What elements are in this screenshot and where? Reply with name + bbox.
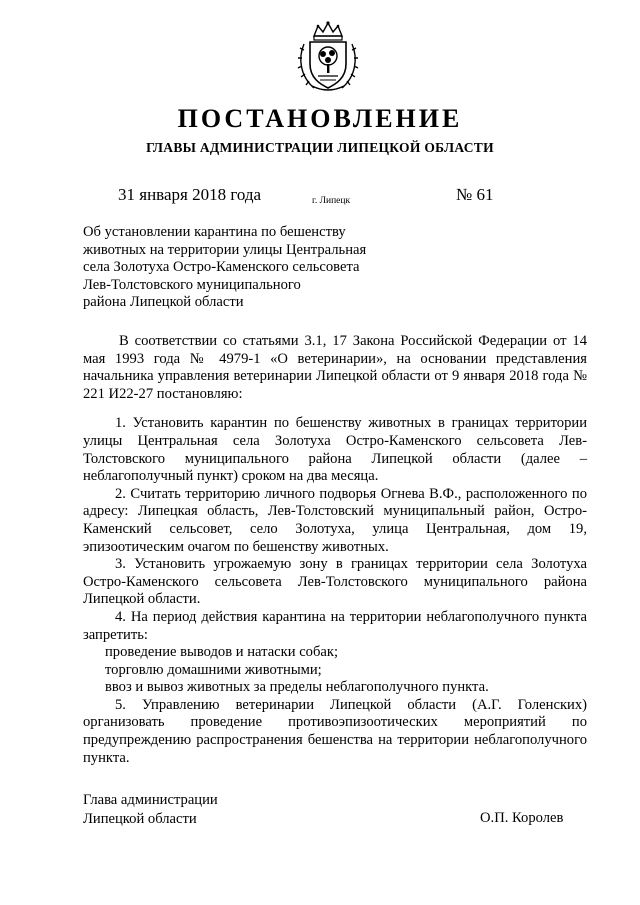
subject-line: Лев-Толстовского муниципального (83, 276, 301, 293)
document-city: г. Липецк (312, 196, 351, 206)
subject-line: села Золотуха Остро-Каменского сельсовета (83, 259, 360, 276)
document-body (83, 333, 587, 767)
subject-line: Об установлении карантина по бешенству (83, 224, 346, 240)
preamble-paragraph: В соответствии со статьями 3.1, 17 Закона Российской Федерации от 14 мая 1993 года № 4979-1 «О ветеринарии», на основании представления начальника управления ветеринарии Липецкой области от 9 января 2018 года № 221 И22-27 постановляю: (83, 333, 587, 402)
prohibition-list-item: проведение выводов и натаски собак; (105, 644, 339, 661)
prohibition-list-item: ввоз и вывоз животных за пределы неблагополучного пункта. (105, 679, 489, 696)
document-subject (83, 224, 403, 312)
lipetsk-coat-of-arms-icon (296, 20, 360, 96)
item-5-paragraph: 5. Управлению ветеринарии Липецкой области (А.Г. Голенских) организовать проведение противоэпизоотических мероприятий по предупреждению распространения бешенства на территории неблагополучного пункта. (83, 696, 587, 766)
signatory-position (83, 791, 218, 829)
item-3-paragraph: 3. Установить угрожаемую зону в границах территории села Золотуха Остро-Каменского сельсовета Лев-Толстовского муниципального района Липецкой области. (83, 556, 587, 608)
document-number: № 61 (456, 185, 494, 204)
signatory-name: О.П. Королев (480, 810, 564, 826)
item-1-paragraph: 1. Установить карантин по бешенству животных в границах территории улицы Центральная села Золотуха Остро-Каменского сельсовета Лев-Толстовского муниципального района Липецкой области (далее – неблагополучный пункт) сроком на два месяца. (83, 415, 587, 485)
document-subtitle: ГЛАВЫ АДМИНИСТРАЦИИ ЛИПЕЦКОЙ ОБЛАСТИ (146, 140, 494, 155)
document-date: 31 января 2018 года (118, 185, 262, 204)
signatory-position-line: Липецкой области (83, 811, 197, 827)
prohibition-list-item: торговлю домашними животными; (105, 661, 322, 678)
item-4-paragraph: 4. На период действия карантина на территории неблагополучного пункта запретить: (83, 608, 587, 643)
signatory-position-line: Глава администрации (83, 792, 218, 808)
item-2-paragraph: 2. Считать территорию личного подворья Огнева В.Ф., расположенного по адресу: Липецкая область, Лев-Толстовский муниципальный район, Остро-Каменский сельсовет, село Золотуха, улица Центральная, дом 19, эпизоотическим очагом по бешенству животных. (83, 485, 587, 555)
document-title: ПОСТАНОВЛЕНИЕ (177, 104, 463, 133)
subject-line: животных на территории улицы Центральная (83, 241, 367, 258)
subject-line: района Липецкой области (83, 294, 244, 311)
